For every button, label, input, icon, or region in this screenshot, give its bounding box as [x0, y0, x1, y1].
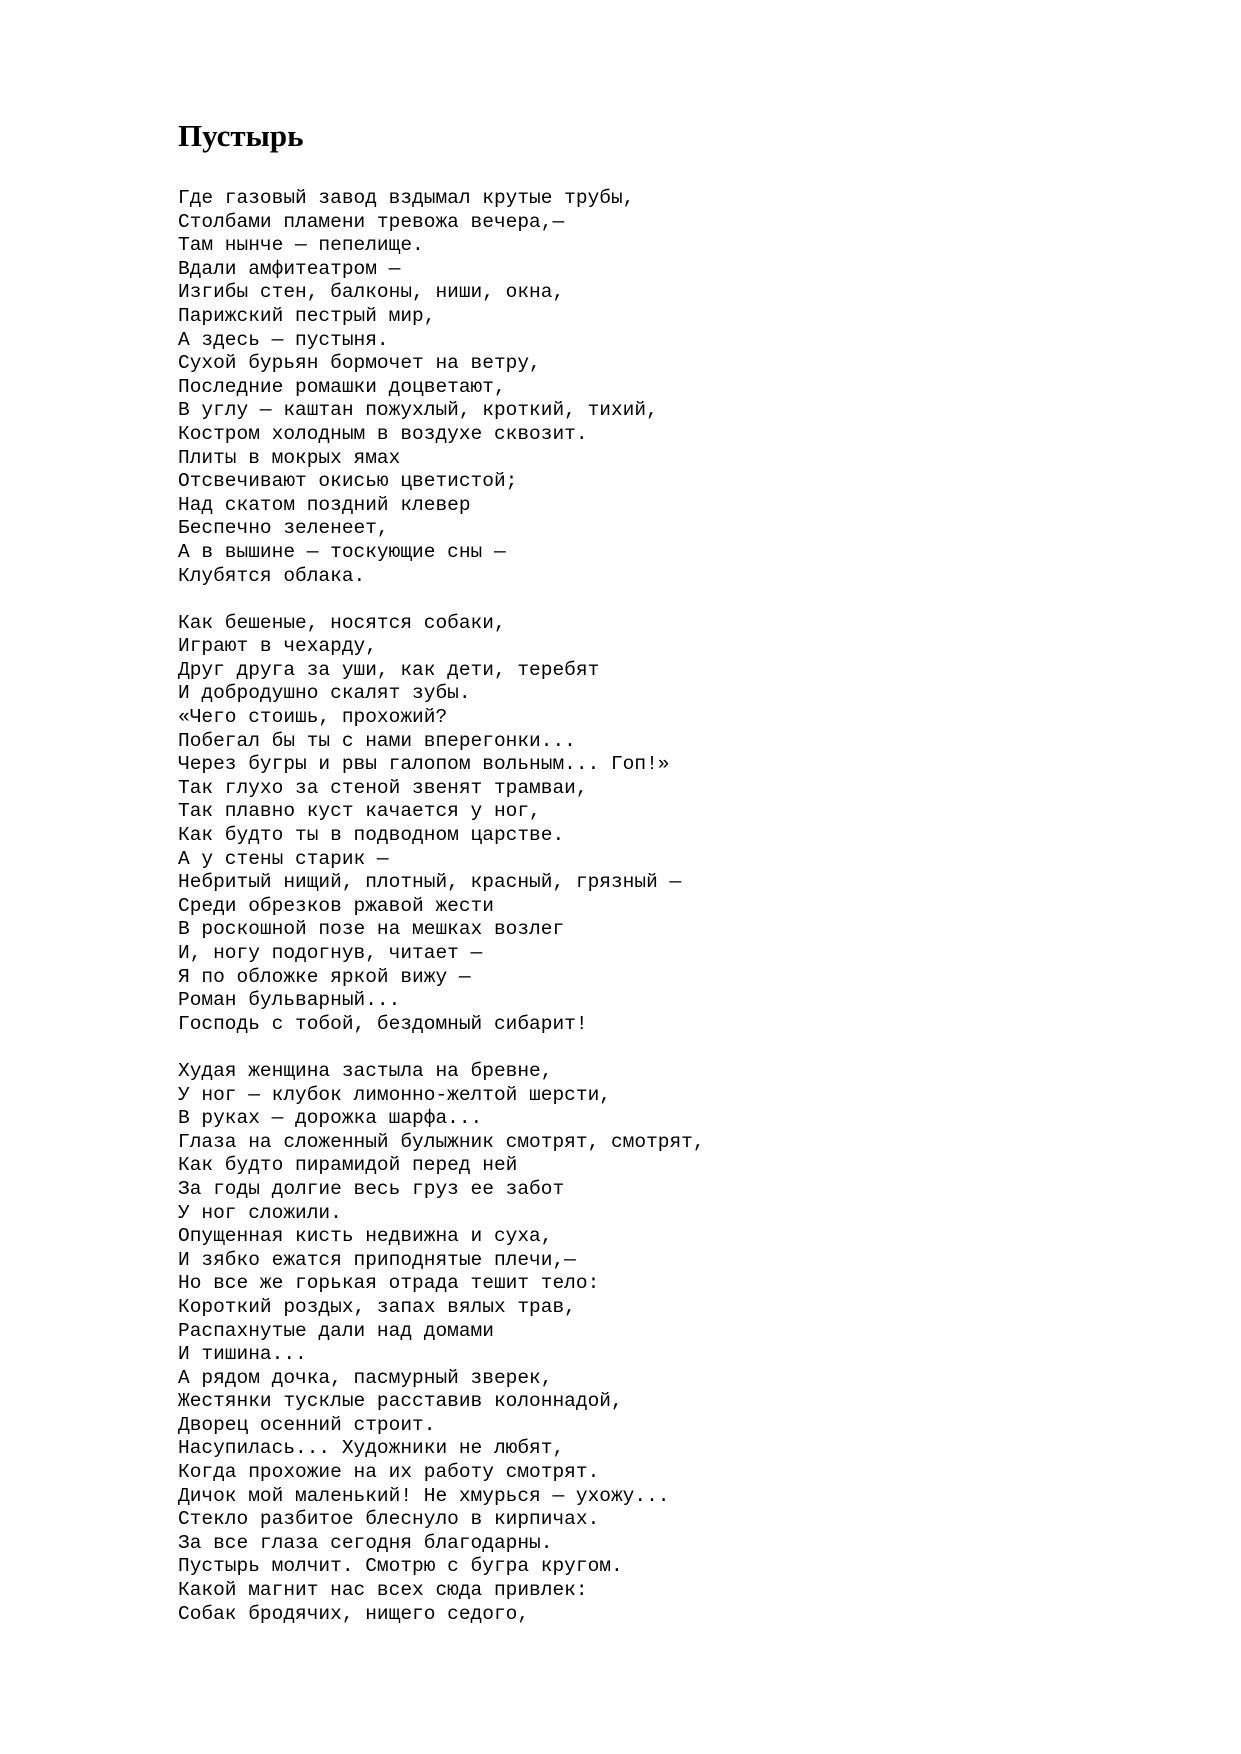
poem-line: Распахнутые дали над домами	[178, 1319, 494, 1342]
poem-line: В руках — дорожка шарфа...	[178, 1107, 483, 1130]
poem-line: Небритый нищий, плотный, красный, грязный —	[178, 871, 682, 894]
poem-line: Парижский пестрый мир,	[178, 304, 436, 327]
poem-line: Худая женщина застыла на бревне,	[178, 1059, 553, 1082]
poem-line: Где газовый завод вздымал крутые трубы,	[178, 187, 635, 209]
poem-line: Какой магнит нас всех сюда привлек:	[178, 1579, 588, 1602]
poem-line: Сухой бурьян бормочет на ветру,	[178, 352, 541, 375]
poem-line: Вдали амфитеатром —	[178, 257, 401, 280]
poem-line: Когда прохожие на их работу смотрят.	[178, 1461, 600, 1484]
poem-line: У ног сложили.	[178, 1201, 342, 1224]
poem-line: Играют в чехарду,	[178, 635, 377, 658]
poem-line: Последние ромашки доцветают,	[178, 375, 506, 398]
poem-line: Беспечно зеленеет,	[178, 517, 389, 540]
poem-line: Как будто пирамидой перед ней	[178, 1154, 518, 1177]
poem-body	[178, 187, 705, 1626]
poem-line: Господь с тобой, бездомный сибарит!	[178, 1012, 588, 1035]
poem-stanza	[178, 1060, 705, 1626]
poem-line: Пустырь молчит. Смотрю с бугра кругом.	[178, 1555, 623, 1578]
poem-line: Роман бульварный...	[178, 989, 401, 1012]
poem-line: А у стены старик —	[178, 847, 389, 870]
poem-line: Изгибы стен, балконы, ниши, окна,	[178, 281, 565, 304]
poem-line: Там нынче — пепелище.	[178, 234, 424, 257]
poem-line: В углу — каштан пожухлый, кроткий, тихий,	[178, 399, 658, 422]
poem-line: За годы долгие весь груз ее забот	[178, 1177, 565, 1200]
poem-line: А рядом дочка, пасмурный зверек,	[178, 1366, 553, 1389]
poem-line: Среди обрезков ржавой жести	[178, 894, 494, 917]
poem-line: Плиты в мокрых ямах	[178, 446, 401, 469]
poem-line: Я по обложке яркой вижу —	[178, 965, 471, 988]
poem-line: Стекло разбитое блеснуло в кирпичах.	[178, 1508, 600, 1531]
poem-line: Короткий роздых, запах вялых трав,	[178, 1295, 576, 1318]
poem-line: Как будто ты в подводном царстве.	[178, 824, 565, 847]
poem-line: И зябко ежатся приподнятые плечи,—	[178, 1248, 576, 1271]
poem-stanza	[178, 187, 705, 588]
poem-line: И, ногу подогнув, читает —	[178, 942, 483, 964]
poem-line: Дичок мой маленький! Не хмурься — ухожу...	[178, 1484, 670, 1507]
poem-line: Друг друга за уши, как дети, теребят	[178, 658, 600, 681]
poem-line: А здесь — пустыня.	[178, 328, 389, 351]
poem-line: Насупилась... Художники не любят,	[178, 1437, 565, 1460]
poem-line: Через бугры и рвы галопом вольным... Гоп!»	[178, 753, 670, 776]
poem-line: За все глаза сегодня благодарны.	[178, 1531, 553, 1554]
poem-line: Так глухо за стеной звенят трамваи,	[178, 776, 588, 799]
poem-title: Пустырь	[178, 118, 304, 153]
poem-line: Костром холодным в воздухе сквозит.	[178, 422, 588, 445]
poem-line: «Чего стоишь, прохожий?	[178, 706, 448, 729]
poem-line: И тишина...	[178, 1343, 307, 1366]
poem-line: Глаза на сложенный булыжник смотрят, смотрят,	[178, 1130, 705, 1153]
poem-line: Как бешеные, носятся собаки,	[178, 611, 506, 634]
poem-line: Столбами пламени тревожа вечера,—	[178, 210, 565, 233]
poem-line: Но все же горькая отрада тешит тело:	[178, 1272, 600, 1295]
poem-line: Над скатом поздний клевер	[178, 493, 471, 516]
poem-line: У ног — клубок лимонно-желтой шерсти,	[178, 1083, 611, 1106]
poem-line: Дворец осенний строит.	[178, 1413, 436, 1436]
poem-line: Опущенная кисть недвижна и суха,	[178, 1225, 553, 1248]
poem-line: В роскошной позе на мешках возлег	[178, 918, 565, 941]
poem-stanza	[178, 612, 705, 1037]
poem-line: Жестянки тусклые расставив колоннадой,	[178, 1390, 623, 1413]
poem-line: Так плавно куст качается у ног,	[178, 800, 541, 823]
poem-line: Отсвечивают окисью цветистой;	[178, 470, 518, 493]
poem-line: И добродушно скалят зубы.	[178, 682, 471, 705]
poem-line: Побегал бы ты с нами вперегонки...	[178, 729, 576, 752]
poem-line: А в вышине — тоскующие сны —	[178, 540, 506, 563]
poem-line: Клубятся облака.	[178, 564, 366, 587]
poem-line: Собак бродячих, нищего седого,	[178, 1602, 530, 1625]
